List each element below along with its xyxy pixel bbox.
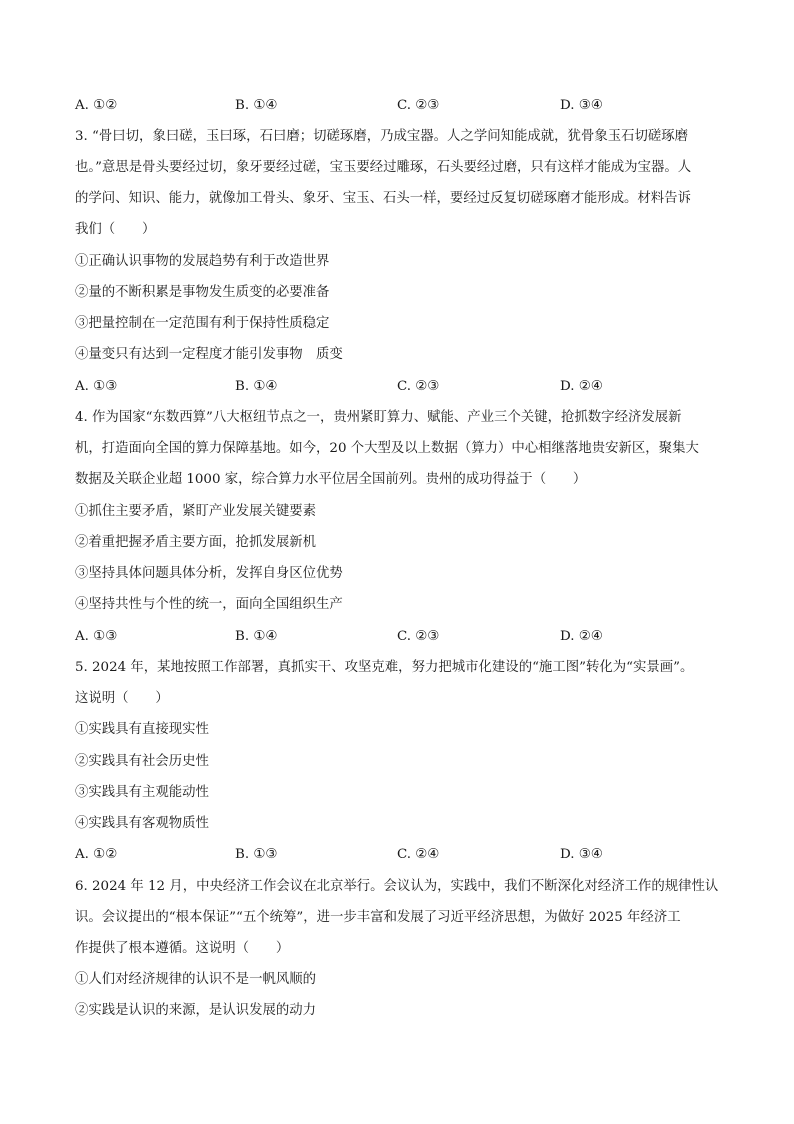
- q4-options: [75, 627, 675, 647]
- q5-option-c[interactable]: C. ②④: [397, 847, 440, 862]
- q5-choice-1: ①实践具有直接现实性: [75, 722, 209, 737]
- q5-choice-4: ④实践具有客观物质性: [75, 816, 209, 831]
- q4-choice-1: ①抓住主要矛盾，紧盯产业发展关键要素: [75, 504, 317, 519]
- q4-option-a[interactable]: A. ①③: [75, 629, 118, 644]
- q2-option-b[interactable]: B. ①④: [235, 98, 278, 113]
- q5-option-b[interactable]: B. ①③: [235, 847, 278, 862]
- q5-option-a[interactable]: A. ①②: [75, 847, 118, 862]
- q3-stem-line-4: 我们（ ）: [75, 222, 156, 237]
- q2-option-d[interactable]: D. ③④: [560, 98, 603, 113]
- q4-stem-line-2: 机，打造面向全国的算力保障基地。如今，20 个大型及以上数据（算力）中心相继落地贵安新区，聚集大: [75, 441, 699, 456]
- q6-stem-line-3: 作提供了根本遵循。这说明（ ）: [75, 941, 290, 956]
- q5-options: [75, 845, 675, 865]
- q3-options: [75, 377, 675, 397]
- q3-choice-2: ②量的不断积累是事物发生质变的必要准备: [75, 285, 330, 300]
- q3-option-a[interactable]: A. ①③: [75, 379, 118, 394]
- q3-stem-line-1: 3. “骨曰切，象曰磋，玉曰琢，石曰磨；切磋琢磨，乃成宝器。人之学问知能成就，犹骨象玉石切磋琢磨: [75, 129, 689, 144]
- q6-choice-1: ①人们对经济规律的认识不是一帆风顺的: [75, 972, 317, 987]
- q4-option-c[interactable]: C. ②③: [397, 629, 440, 644]
- q4-choice-3: ③坚持具体问题具体分析，发挥自身区位优势: [75, 566, 343, 581]
- q5-choice-3: ③实践具有主观能动性: [75, 785, 209, 800]
- q6-stem-line-2: 识。会议提出的“根本保证”“五个统筹”，进一步丰富和发展了习近平经济思想，为做好 2025 年经济工: [75, 910, 681, 925]
- q5-stem-line-1: 5. 2024 年，某地按照工作部署，真抓实干、攻坚克难，努力把城市化建设的“施工图”转化为“实景画”。: [75, 660, 694, 675]
- q3-choice-3: ③把量控制在一定范围有利于保持性质稳定: [75, 316, 330, 331]
- q6-stem-line-1: 6. 2024 年 12 月，中央经济工作会议在北京举行。会议认为，实践中，我们不断深化对经济工作的规律性认: [75, 879, 719, 894]
- q5-option-d[interactable]: D. ③④: [560, 847, 603, 862]
- q4-stem-line-3: 数据及关联企业超 1000 家，综合算力水平位居全国前列。贵州的成功得益于（ ）: [75, 472, 587, 487]
- q4-choice-4: ④坚持共性与个性的统一，面向全国组织生产: [75, 597, 343, 612]
- q3-stem-line-3: 的学问、知识、能力，就像加工骨头、象牙、宝玉、石头一样，要经过反复切磋琢磨才能形成。材料告诉: [75, 191, 691, 206]
- q4-option-d[interactable]: D. ②④: [560, 629, 603, 644]
- q6-choice-2: ②实践是认识的来源，是认识发展的动力: [75, 1003, 317, 1018]
- q2-option-a[interactable]: A. ①②: [75, 98, 118, 113]
- q2-option-c[interactable]: C. ②③: [397, 98, 440, 113]
- q5-choice-2: ②实践具有社会历史性: [75, 754, 209, 769]
- q3-choice-4: ④量变只有达到一定程度才能引发事物 质变: [75, 347, 343, 362]
- q3-option-c[interactable]: C. ②③: [397, 379, 440, 394]
- q3-choice-1: ①正确认识事物的发展趋势有利于改造世界: [75, 254, 330, 269]
- q5-stem-line-2: 这说明（ ）: [75, 691, 169, 706]
- q3-option-b[interactable]: B. ①④: [235, 379, 278, 394]
- q2-options: [75, 96, 675, 116]
- q3-option-d[interactable]: D. ②④: [560, 379, 603, 394]
- q4-stem-line-1: 4. 作为国家“东数西算”八大枢纽节点之一，贵州紧盯算力、赋能、产业三个关键，抢抓数字经济发展新: [75, 410, 682, 425]
- q3-stem-line-2: 也。”意思是骨头要经过切，象牙要经过磋，宝玉要经过雕琢，石头要经过磨，只有这样才能成为宝器。人: [75, 160, 692, 175]
- q4-option-b[interactable]: B. ①④: [235, 629, 278, 644]
- q4-choice-2: ②着重把握矛盾主要方面，抢抓发展新机: [75, 535, 317, 550]
